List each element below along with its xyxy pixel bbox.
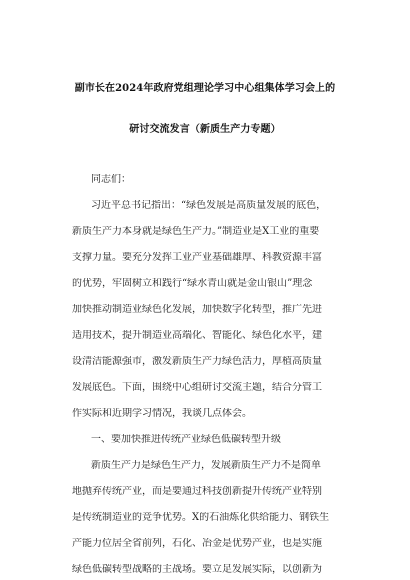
paragraph-1-line-9: 作实际和近期学习情况，我谈几点体会。: [72, 408, 252, 419]
paragraph-1-line-2: 新质生产力本身就是绿色生产力。”制造业是X工业的重要: [72, 226, 320, 237]
paragraph-1-line-5: 加快推动制造业绿色化发展，加快数字化转型，推广先进: [72, 304, 322, 315]
paragraph-1-line-8: 发展底色。下面，围绕中心组研讨交流主题，结合分管工: [72, 382, 322, 393]
paragraph-2-line-3: 是传统制造业的竞争优势。X的石油炼化供给能力、钢铁生: [72, 512, 330, 523]
paragraph-2-line-2: 地抛弃传统产业，而是要通过科技创新提升传统产业特别: [72, 486, 322, 497]
document-title-line-2: 研讨交流发言（新质生产力专题）: [129, 124, 281, 135]
document-title-line-1: 副市长在2024年政府党组理论学习中心组集体学习会上的: [74, 83, 336, 94]
paragraph-1-line-6: 适用技术，提升制造业高端化、智能化、绿色化水平，建: [72, 330, 322, 341]
salutation: 同志们：: [91, 174, 131, 185]
paragraph-2-line-4: 产能力位居全省前列，石化、冶金是优势产业，也是实施: [72, 538, 322, 549]
paragraph-1-line-7: 设清洁能源强市，激发新质生产力绿色活力，厚植高质量: [72, 356, 322, 367]
paragraph-2-line-5: 绿色低碳转型战略的主战场。要立足发展实际，以创新为: [72, 564, 322, 575]
paragraph-2-line-1: 新质生产力是绿色生产力，发展新质生产力不是简单: [91, 460, 321, 471]
paragraph-1-line-1: 习近平总书记指出：“绿色发展是高质量发展的底色，: [91, 200, 327, 211]
paragraph-1-line-3: 支撑力量。要充分发挥工业产业基础雄厚、科教资源丰富: [72, 252, 322, 263]
paragraph-1-line-4: 的优势，牢固树立和践行“绿水青山就是金山银山”理念: [72, 278, 313, 289]
section-heading-1: 一、要加快推进传统产业绿色低碳转型升级: [91, 434, 281, 445]
